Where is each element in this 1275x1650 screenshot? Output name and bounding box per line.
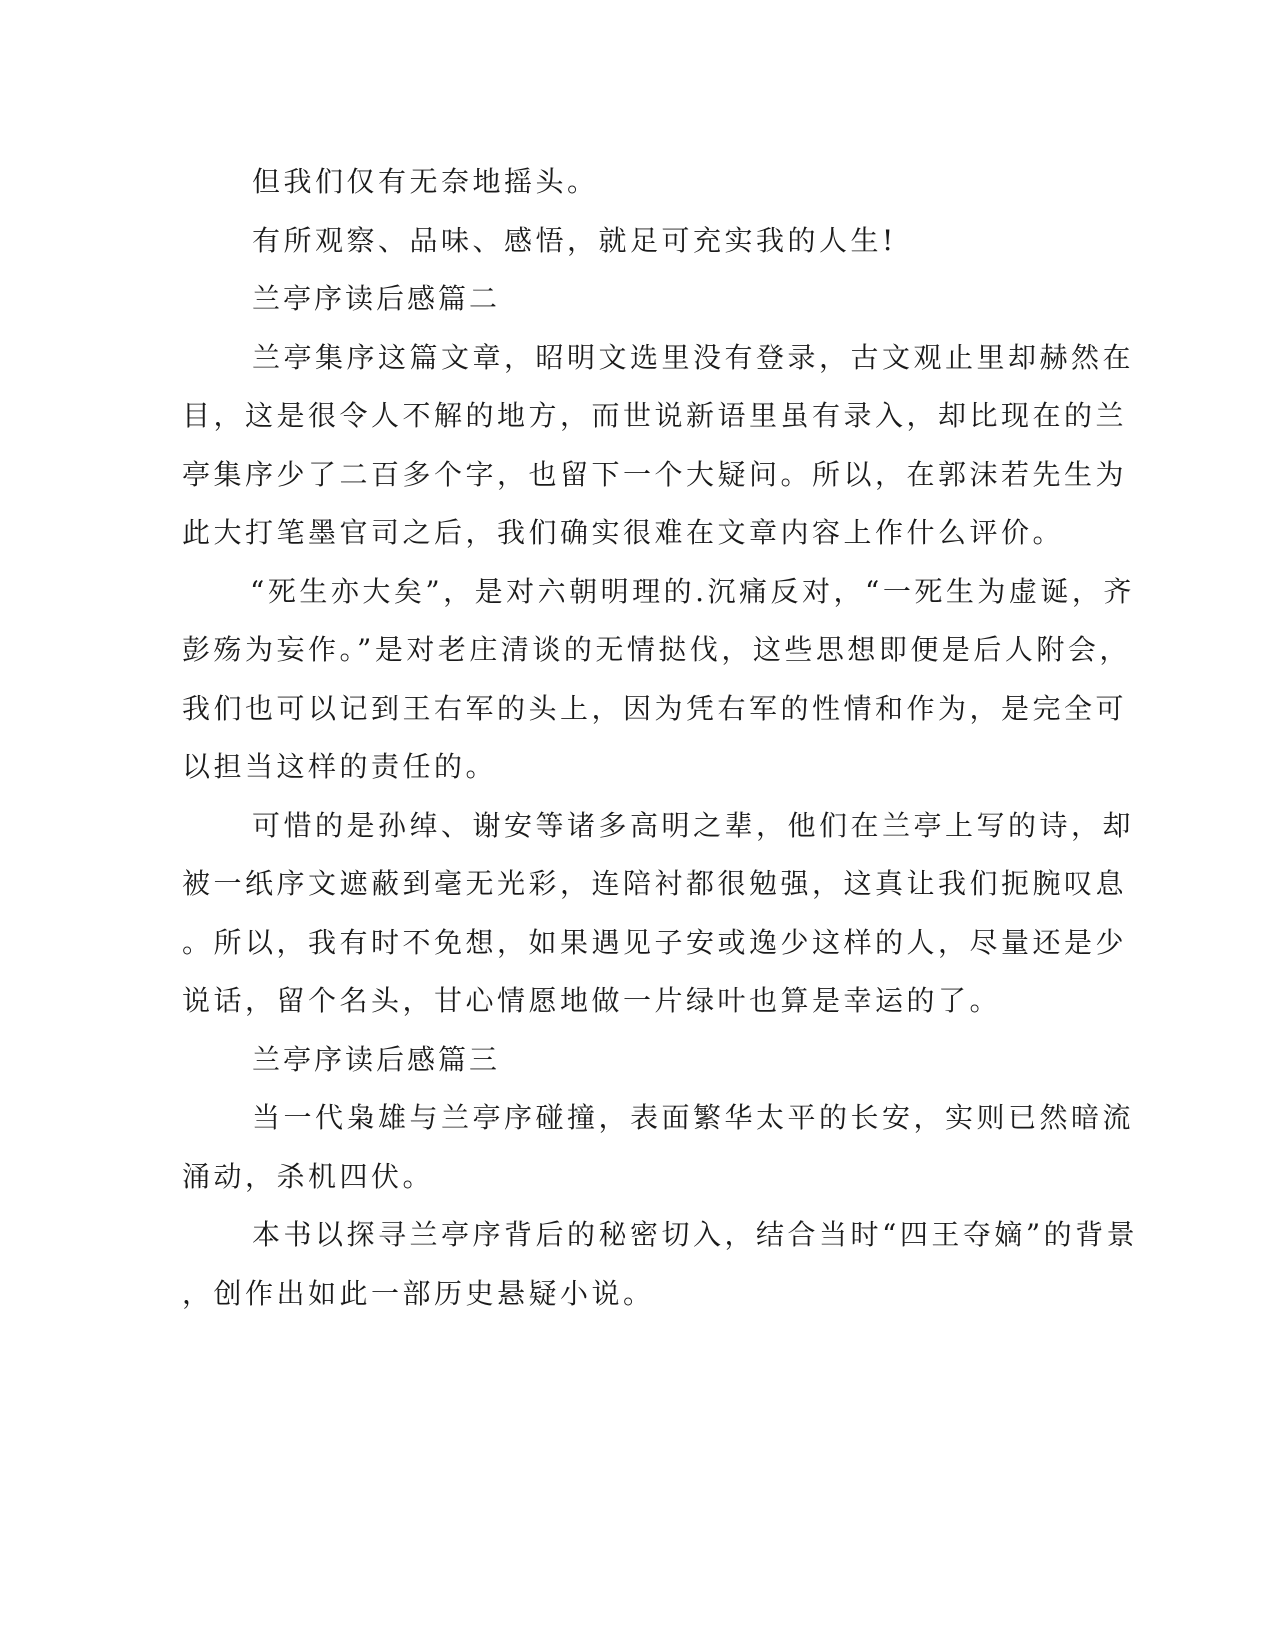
text-line: 当一代枭雄与兰亭序碰撞，表面繁华太平的长安，实则已然暗流 — [252, 1101, 1135, 1134]
text-line: 目，这是很令人不解的地方，而世说新语里虽有录入，却比现在的兰 — [182, 399, 1128, 432]
text-line: 亭集序少了二百多个字，也留下一个大疑问。所以，在郭沫若先生为 — [182, 458, 1128, 491]
text-line: 本书以探寻兰亭序背后的秘密切入，结合当时“四王夺嫡”的背景 — [252, 1218, 1139, 1251]
section-heading: 兰亭序读后感篇二 — [252, 282, 501, 315]
section-heading: 兰亭序读后感篇三 — [252, 1043, 501, 1076]
text-line: 我们也可以记到王右军的头上，因为凭右军的性情和作为，是完全可 — [182, 692, 1128, 725]
text-line: “死生亦大矣”，是对六朝明理的.沉痛反对，“一死生为虚诞，齐 — [250, 575, 1135, 608]
text-line: 。所以，我有时不免想，如果遇见子安或逸少这样的人，尽量还是少 — [182, 926, 1128, 959]
text-line: 但我们仅有无奈地摇头。 — [252, 165, 599, 198]
text-line: 兰亭集序这篇文章，昭明文选里没有登录，古文观止里却赫然在 — [252, 341, 1135, 374]
text-line: 涌动，杀机四伏。 — [182, 1160, 435, 1193]
text-line: 有所观察、品味、感悟，就足可充实我的人生! — [252, 224, 897, 257]
text-line: 被一纸序文遮蔽到毫无光彩，连陪衬都很勉强，这真让我们扼腕叹息 — [182, 867, 1128, 900]
text-line: 以担当这样的责任的。 — [182, 750, 498, 783]
text-line: 说话，留个名头，甘心情愿地做一片绿叶也算是幸运的了。 — [182, 984, 1002, 1017]
text-line: ，创作出如此一部历史悬疑小说。 — [182, 1277, 655, 1310]
text-line: 此大打笔墨官司之后，我们确实很难在文章内容上作什么评价。 — [182, 516, 1065, 549]
text-line: 彭殇为妄作。”是对老庄清谈的无情挞伐，这些思想即便是后人附会， — [182, 633, 1131, 666]
text-line: 可惜的是孙绰、谢安等诸多高明之辈，他们在兰亭上写的诗，却 — [252, 809, 1135, 842]
